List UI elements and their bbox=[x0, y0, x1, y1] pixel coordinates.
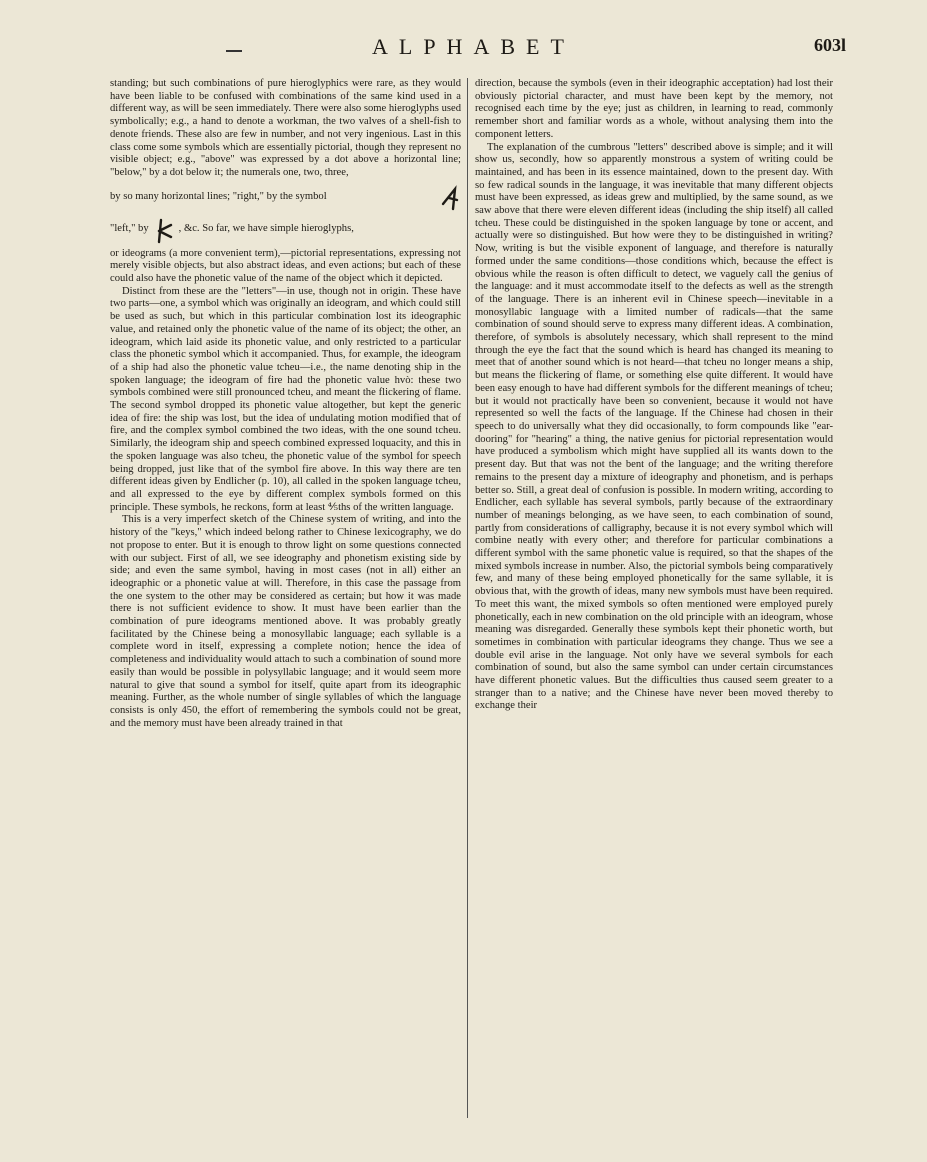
left-column bbox=[110, 78, 461, 730]
glyph-line-left bbox=[110, 216, 461, 244]
right-column bbox=[475, 78, 833, 713]
left-symbol-glyph bbox=[153, 216, 175, 244]
left-paragraph-2: or ideograms (a more convenient term),—pictorial representations, expressing not merely visible objects, but also abstract ideas, and even actions; but each of these could also have the phonetic value of the name of the object which it depicted. bbox=[110, 247, 461, 285]
right-symbol-glyph bbox=[439, 184, 461, 212]
page-number: 603l bbox=[814, 35, 847, 55]
left-paragraph-3: Distinct from these are the "letters"—in use, though not in origin. These have two parts—one, a symbol which was originally an ideogram, and which could still be used as such, but which in this particular combination lost its ideographic value, and retained only the phonetic value of the name of its object; the other, an ideogram, which laid aside its phonetic value, and only restricted to a particular class the phonetic symbol which it accompanied. Thus, for example, the ideogram of a ship had also the phonetic value tcheu—i.e., the name denoting ship in the spoken language; the ideogram of fire had the phonetic value hvò: these two symbols combined were still pronounced tcheu, and meant the flickering of flame. The second symbol dropped its phonetic value altogether, but kept the generic idea of fire: the ship was lost, but the idea of undulating motion modified that of fire, and the complex symbol combined the two ideas, with the one sound tcheu. Similarly, the ideogram ship and speech combined expressed loquacity, and this in the spoken language was also tcheu, the phonetic value of the symbol for speech being dropped, just like that of the symbol fire above. In this way there are ten different ideas given by Endlicher (p. 10), all called in the spoken language tcheu, and all expressed to the eye by different complex symbols formed on this principle. These symbols, he reckons, form at least ⅘ths of the written language. bbox=[110, 285, 461, 513]
column-divider bbox=[467, 78, 468, 1118]
glyph-line-left-text-b: , &c. So far, we have simple hieroglyphs, bbox=[178, 223, 354, 235]
left-paragraph-1: standing; but such combinations of pure hieroglyphics were rare, as they would have been liable to be confused with combinations of the same kind used in a different way, as will be seen immediately. There were also some hieroglyphs used symbolically; e.g., a hand to denote a workman, the two valves of a shell-fish to denote friends. These also are few in number, and not very ingenious. Last in this class come some symbols which are essentially pictorial, though they represent no visible object; e.g., "above" was expressed by a dot above a horizontal line; "below," by a dot below it; the numerals one, two, three, bbox=[110, 78, 461, 178]
left-paragraph-4: This is a very imperfect sketch of the Chinese system of writing, and into the history of the "keys," which indeed belong rather to Chinese lexicography, we do not propose to enter. But it is enough to throw light on some questions connected with our subject. First of all, we see ideography and phonetism existing side by side; and even the same symbol, having in most cases (not in all) either an ideographic or a phonetic value at will. Therefore, in this case the passage from the one system to the other may be considered as certain; but how it was made there is not sufficient evidence to show. It must have been earlier than the combination of pure ideograms mentioned above. It was probably greatly facilitated by the Chinese being a monosyllabic language; each syllable is a complete word in itself, expressing a complete notion; hence the idea of completeness and individuality would attach to such a combination of sound more easily than would be possible in polysyllabic language; and it would seem more natural to give that sound a symbol for itself, quite apart from its ideographic meaning. Further, as the whole number of single syllables of which the language consists is only 450, the effort of remembering the symbols could not be great, and the memory must have been already trained in that bbox=[110, 514, 461, 729]
glyph-line-right-text: by so many horizontal lines; "right," by the symbol bbox=[110, 191, 327, 203]
right-paragraph-2: The explanation of the cumbrous "letters" described above is simple; and it will show us, secondly, how so apparently monstrous a system of writing could be maintained, and has been in its essence maintained, down to the present day. With so few radical sounds in the language, it was inevitable that many different objects must have been expressed, as ideas grew and multiplied, by the same sound, as we saw above that there were eleven different ideas (including the ship itself) all called tcheu. These could be distinguished in the spoken language by tone or accent, and actually were so distinguished. But how were they to be distinguished in writing? Now, writing is but the visible exponent of language, and therefore is naturally formed under the same conditions—those conditions which, because the effect is obvious while the reason is often difficult to detect, we vaguely call the genius of the language: and it must accommodate itself to the defects as well as the strength of the language. There is an inherent evil in Chinese speech—inevitable in a monosyllabic language with a limited number of radicals—that the same combination of sound should serve to express many different ideas. A combination, therefore, of symbols is absolutely necessary, which shall represent to the mind through the eye the fact that the sound which is heard has changed its meaning to meet that of another sound which is not heard—that tcheu no longer means a ship, but means the flickering of flame, or something else quite different. It would have been easy enough to have had different symbols for the different meanings of tcheu; but it would not practically have been so convenient, because it would not have represented so well the facts of the language. If the Chinese had chosen in their speech to do universally what they did occasionally, to form compounds like "ear-dooring" for "hearing" a thing, the native genius for pictorial representation would have produced a symbolism which might have supplied all its wants down to the present day. But that was not the bent of the language; and the writing therefore remains to the present day a mixture of ideography and phonetism, and is perhaps better so. Still, a great deal of confusion is possible. In modern writing, according to Endlicher, each syllable has several symbols, partly because of the extraordinary number of meanings belonging, as we have seen, to each combination of sound, partly from considerations of calligraphy, because it is not every symbol which will combine neatly with every other; and therefore for particular combinations a different symbol with the same phonetic value is required, so that the shapes of the mixed symbols increase in number. Also, the pictorial symbols being comparatively few, and many of these being employed phonetically for the same syllable, it is obvious that, with the growth of ideas, many new symbols must have been required. To meet this want, the mixed symbols so often mentioned were employed purely phonetically, each in new combination on the old principle with an ideogram, whose meaning was disregarded. Generally these symbols kept their phonetic worth, but sometimes in combination with particular ideograms they change. Thus we see a double evil arise in the language. Not only have we several symbols for each combination of sound, but also the same symbol can under certain circumstances have different phonetic values. But the difficulties thus caused seem greater to a stranger than to a native; and the Chinese have never been moved thereby to exchange their bbox=[475, 141, 833, 712]
right-paragraph-1: direction, because the symbols (even in their ideographic acceptation) had lost their obviously pictorial character, and must have been kept by the memory, not recognised each time by the eye; just as children, in learning to read, commonly remember short and familiar words as a whole, without analysing them into the component letters. bbox=[475, 78, 833, 140]
glyph-line-right bbox=[110, 184, 461, 212]
header-dash bbox=[226, 50, 242, 52]
running-header-title: ALPHABET bbox=[372, 34, 575, 59]
glyph-line-left-text-a: "left," by bbox=[110, 223, 149, 235]
